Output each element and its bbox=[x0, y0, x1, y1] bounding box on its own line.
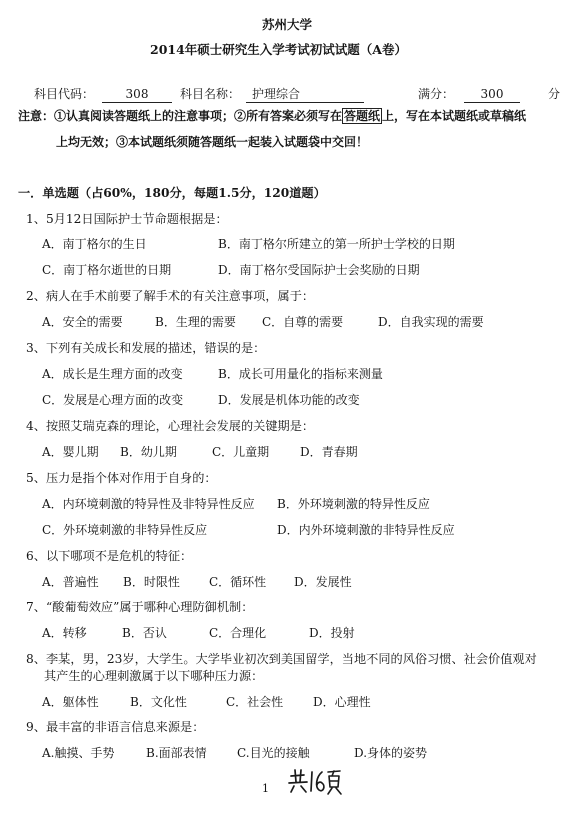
question-option: B．文化性 bbox=[130, 695, 187, 709]
handwritten-page-count bbox=[287, 767, 343, 797]
notice-line-2 bbox=[56, 134, 368, 150]
subject-name-label: 科目名称： bbox=[180, 87, 241, 101]
question-option: A．普遍性 bbox=[42, 575, 99, 589]
question-option: D．发展性 bbox=[294, 575, 352, 589]
question-option: A.触摸、手势 bbox=[42, 746, 115, 760]
question-option: C．发展是心理方面的改变 bbox=[42, 393, 184, 407]
question-option: B．时限性 bbox=[123, 575, 180, 589]
question-option: D．发展是机体功能的改变 bbox=[218, 393, 360, 407]
question-stem-continued: 其产生的心理刺激属于以下哪种压力源： bbox=[44, 669, 264, 683]
question-option: B．成长可用量化的指标来测量 bbox=[218, 367, 383, 381]
question-option: C．循环性 bbox=[209, 575, 267, 589]
notice-boxed-word: 答题纸 bbox=[344, 109, 381, 123]
subject-code-label: 科目代码： bbox=[34, 87, 95, 101]
question-option: D．南丁格尔受国际护士会奖励的日期 bbox=[218, 263, 420, 277]
question-stem: 1、5月12日国际护士节命题根据是： bbox=[26, 212, 228, 226]
question-option: C．合理化 bbox=[209, 626, 267, 640]
notice-line-1-b: 上，写在本试题纸或草稿纸 bbox=[382, 109, 527, 123]
question-stem: 9、最丰富的非语言信息来源是： bbox=[26, 720, 205, 734]
question-option: B．幼儿期 bbox=[120, 445, 177, 459]
question-option: C．社会性 bbox=[226, 695, 284, 709]
question-stem: 7、“酸葡萄效应”属于哪种心理防御机制： bbox=[26, 600, 254, 614]
question-option: D．投射 bbox=[309, 626, 355, 640]
university-title: 苏州大学 bbox=[262, 17, 313, 32]
exam-title: 2014年硕士研究生入学考试初试试题（A卷） bbox=[150, 42, 407, 57]
question-option: B．生理的需要 bbox=[155, 315, 236, 329]
full-score-unit: 分 bbox=[548, 87, 561, 101]
question-option: C．外环境刺激的非特异性反应 bbox=[42, 523, 208, 537]
notice-line-1 bbox=[18, 108, 526, 124]
question-stem: 8、李某，男，23岁，大学生。大学毕业初次到美国留学，当地不同的风俗习惯、社会价值观对 bbox=[26, 652, 537, 666]
question-option: D.身体的姿势 bbox=[354, 746, 428, 760]
question-option: B.面部表情 bbox=[146, 746, 207, 760]
question-option: A．南丁格尔的生日 bbox=[42, 237, 147, 251]
question-option: D．自我实现的需要 bbox=[378, 315, 484, 329]
subject-code-value: 308 bbox=[102, 86, 172, 103]
notice-line-1-a: 注意：①认真阅读答题纸上的注意事项；②所有答案必须写在 bbox=[18, 109, 343, 123]
question-option: A．成长是生理方面的改变 bbox=[42, 367, 183, 381]
question-option: D．青春期 bbox=[300, 445, 358, 459]
question-stem: 6、以下哪项不是危机的特征： bbox=[26, 549, 193, 563]
page-number: 1 bbox=[262, 782, 269, 795]
question-option: B．否认 bbox=[122, 626, 167, 640]
full-score-label: 满分： bbox=[418, 87, 455, 101]
question-option: D．内外环境刺激的非特异性反应 bbox=[277, 523, 455, 537]
question-option: B．南丁格尔所建立的第一所护士学校的日期 bbox=[218, 237, 455, 251]
question-stem: 3、下列有关成长和发展的描述，错误的是： bbox=[26, 341, 266, 355]
notice-line-2-a: 上均无效；③本试题纸须随答题纸一起装入试题袋中交回！ bbox=[56, 135, 369, 149]
question-option: A．安全的需要 bbox=[42, 315, 123, 329]
question-option: C．儿童期 bbox=[212, 445, 270, 459]
section-title: 一．单选题（占60%，180分，每题1.5分，120道题） bbox=[18, 186, 326, 200]
question-option: A．转移 bbox=[42, 626, 87, 640]
question-option: C.目光的接触 bbox=[237, 746, 310, 760]
question-stem: 4、按照艾瑞克森的理论，心理社会发展的关键期是： bbox=[26, 419, 315, 433]
question-stem: 5、压力是指个体对作用于自身的： bbox=[26, 471, 217, 485]
question-option: C．南丁格尔逝世的日期 bbox=[42, 263, 172, 277]
question-option: A．躯体性 bbox=[42, 695, 99, 709]
question-option: D．心理性 bbox=[313, 695, 371, 709]
question-option: C．自尊的需要 bbox=[262, 315, 344, 329]
full-score-value: 300 bbox=[464, 86, 520, 103]
question-option: B．外环境刺激的特异性反应 bbox=[277, 497, 430, 511]
question-stem: 2、病人在手术前要了解手术的有关注意事项，属于： bbox=[26, 289, 315, 303]
question-option: A．婴儿期 bbox=[42, 445, 99, 459]
question-option: A．内环境刺激的特异性及非特异性反应 bbox=[42, 497, 255, 511]
subject-name-value: 护理综合 bbox=[246, 86, 364, 103]
